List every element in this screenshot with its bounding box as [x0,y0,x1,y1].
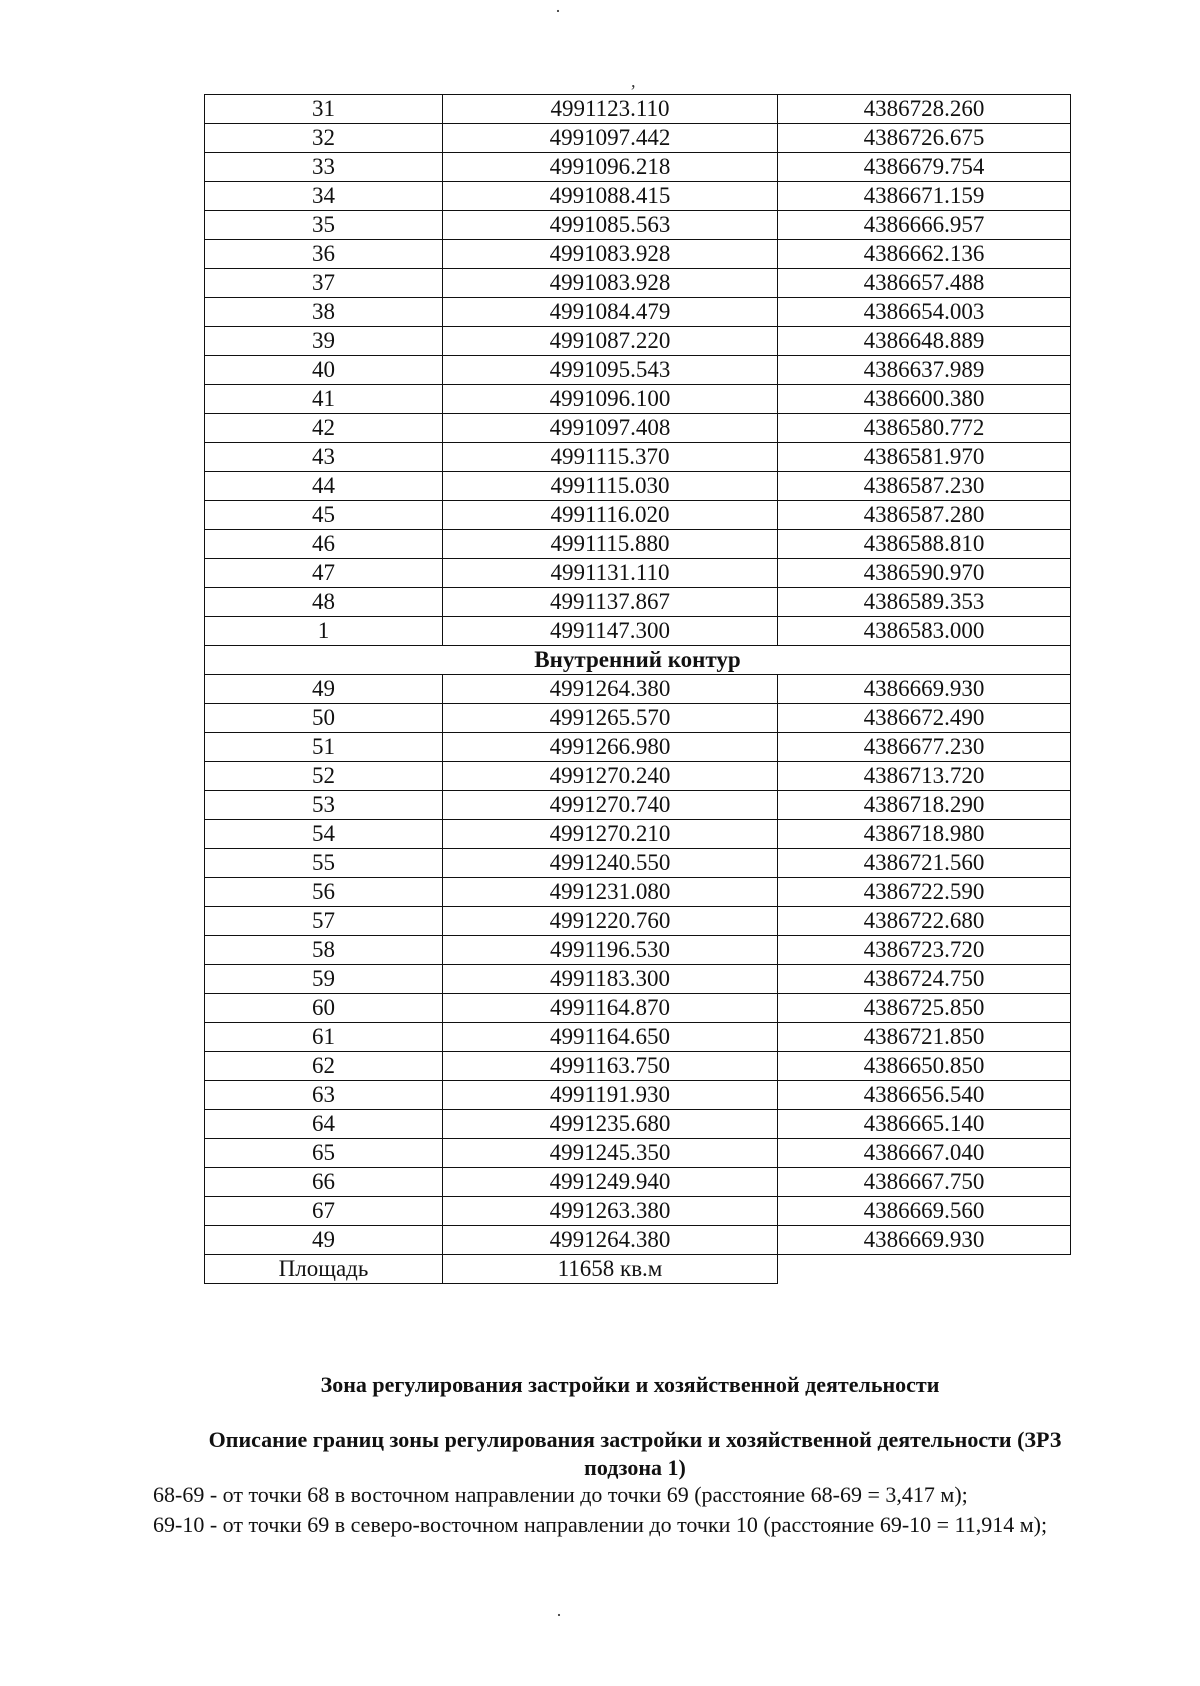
table-row [205,95,1071,124]
inner-contour-title: Внутренний контур [205,646,1071,675]
y-coordinate-cell: 4386587.280 [778,501,1071,530]
point-number-cell: 34 [205,182,443,211]
y-coordinate-cell: 4386725.850 [778,994,1071,1023]
x-coordinate-cell: 4991266.980 [443,733,778,762]
x-coordinate-cell: 4991096.100 [443,385,778,414]
table-row [205,588,1071,617]
y-coordinate-cell: 4386589.353 [778,588,1071,617]
y-coordinate-cell: 4386728.260 [778,95,1071,124]
x-coordinate-cell: 4991265.570 [443,704,778,733]
x-coordinate-cell: 4991164.870 [443,994,778,1023]
x-coordinate-cell: 4991249.940 [443,1168,778,1197]
scan-dot-top: · [555,1,561,21]
x-coordinate-cell: 4991147.300 [443,617,778,646]
point-number-cell: 35 [205,211,443,240]
x-coordinate-cell: 4991270.740 [443,791,778,820]
point-number-cell: 53 [205,791,443,820]
table-row [205,153,1071,182]
x-coordinate-cell: 4991183.300 [443,965,778,994]
x-coordinate-cell: 4991115.030 [443,472,778,501]
x-coordinate-cell: 4991235.680 [443,1110,778,1139]
point-number-cell: 58 [205,936,443,965]
y-coordinate-cell: 4386656.540 [778,1081,1071,1110]
x-coordinate-cell: 4991264.380 [443,1226,778,1255]
description-lines [153,1480,1123,1540]
x-coordinate-cell: 4991240.550 [443,849,778,878]
table-row [205,414,1071,443]
x-coordinate-cell: 4991115.880 [443,530,778,559]
x-coordinate-cell: 4991083.928 [443,240,778,269]
table-row [205,733,1071,762]
table-row [205,1168,1071,1197]
point-number-cell: 47 [205,559,443,588]
y-coordinate-cell: 4386637.989 [778,356,1071,385]
point-number-cell: 59 [205,965,443,994]
description-heading-line2: подзона 1) [584,1455,686,1480]
table-row [205,472,1071,501]
x-coordinate-cell: 4991163.750 [443,1052,778,1081]
y-coordinate-cell: 4386669.930 [778,1226,1071,1255]
y-coordinate-cell: 4386679.754 [778,153,1071,182]
table-row [205,936,1071,965]
y-coordinate-cell: 4386671.159 [778,182,1071,211]
point-number-cell: 36 [205,240,443,269]
y-coordinate-cell: 4386726.675 [778,124,1071,153]
x-coordinate-cell: 4991263.380 [443,1197,778,1226]
point-number-cell: 40 [205,356,443,385]
point-number-cell: 31 [205,95,443,124]
point-number-cell: 60 [205,994,443,1023]
y-coordinate-cell: 4386722.590 [778,878,1071,907]
y-coordinate-cell: 4386581.970 [778,443,1071,472]
point-number-cell: 57 [205,907,443,936]
x-coordinate-cell: 4991220.760 [443,907,778,936]
table-row [205,704,1071,733]
table-row [205,791,1071,820]
y-coordinate-cell: 4386723.720 [778,936,1071,965]
table-row [205,1023,1071,1052]
table-row [205,1226,1071,1255]
y-coordinate-cell: 4386600.380 [778,385,1071,414]
point-number-cell: 56 [205,878,443,907]
zone-heading: Зона регулирования застройки и хозяйственной деятельности [320,1372,940,1397]
y-coordinate-cell: 4386580.772 [778,414,1071,443]
y-coordinate-cell: 4386667.040 [778,1139,1071,1168]
x-coordinate-cell: 4991123.110 [443,95,778,124]
table-row [205,559,1071,588]
table-row [205,1052,1071,1081]
y-coordinate-cell: 4386718.290 [778,791,1071,820]
x-coordinate-cell: 4991264.380 [443,675,778,704]
y-coordinate-cell: 4386590.970 [778,559,1071,588]
x-coordinate-cell: 4991096.218 [443,153,778,182]
area-row [205,1255,1071,1284]
table-row [205,878,1071,907]
inner-contour-rows [205,675,1071,1255]
table-row [205,530,1071,559]
y-coordinate-cell: 4386654.003 [778,298,1071,327]
x-coordinate-cell: 4991164.650 [443,1023,778,1052]
table-row [205,994,1071,1023]
point-number-cell: 37 [205,269,443,298]
scan-tick-mark: , [631,71,636,91]
outer-contour-rows [205,95,1071,646]
point-number-cell: 50 [205,704,443,733]
point-number-cell: 55 [205,849,443,878]
description-heading [155,1426,1115,1482]
point-number-cell: 65 [205,1139,443,1168]
y-coordinate-cell: 4386677.230 [778,733,1071,762]
point-number-cell: 49 [205,675,443,704]
x-coordinate-cell: 4991083.928 [443,269,778,298]
y-coordinate-cell: 4386665.140 [778,1110,1071,1139]
table-row [205,820,1071,849]
point-number-cell: 33 [205,153,443,182]
point-number-cell: 54 [205,820,443,849]
y-coordinate-cell: 4386724.750 [778,965,1071,994]
x-coordinate-cell: 4991095.543 [443,356,778,385]
x-coordinate-cell: 4991115.370 [443,443,778,472]
table-row [205,762,1071,791]
table-row [205,298,1071,327]
y-coordinate-cell: 4386722.680 [778,907,1071,936]
y-coordinate-cell: 4386669.930 [778,675,1071,704]
point-number-cell: 52 [205,762,443,791]
point-number-cell: 49 [205,1226,443,1255]
y-coordinate-cell: 4386650.850 [778,1052,1071,1081]
y-coordinate-cell: 4386587.230 [778,472,1071,501]
point-number-cell: 62 [205,1052,443,1081]
coordinates-table [204,94,1071,1284]
point-number-cell: 39 [205,327,443,356]
table-row [205,849,1071,878]
table-row [205,240,1071,269]
x-coordinate-cell: 4991097.408 [443,414,778,443]
point-number-cell: 42 [205,414,443,443]
x-coordinate-cell: 4991137.867 [443,588,778,617]
point-number-cell: 63 [205,1081,443,1110]
y-coordinate-cell: 4386588.810 [778,530,1071,559]
area-label: Площадь [205,1255,443,1284]
y-coordinate-cell: 4386672.490 [778,704,1071,733]
y-coordinate-cell: 4386666.957 [778,211,1071,240]
x-coordinate-cell: 4991131.110 [443,559,778,588]
x-coordinate-cell: 4991084.479 [443,298,778,327]
y-coordinate-cell: 4386721.560 [778,849,1071,878]
table-row [205,1081,1071,1110]
table-row [205,675,1071,704]
x-coordinate-cell: 4991231.080 [443,878,778,907]
description-heading-line1: Описание границ зоны регулирования застройки и хозяйственной деятельности (ЗРЗ [208,1427,1062,1452]
y-coordinate-cell: 4386657.488 [778,269,1071,298]
scan-dot-bottom: · [556,1605,562,1625]
x-coordinate-cell: 4991196.530 [443,936,778,965]
table-row [205,443,1071,472]
point-number-cell: 44 [205,472,443,501]
y-coordinate-cell: 4386648.889 [778,327,1071,356]
y-coordinate-cell: 4386662.136 [778,240,1071,269]
area-empty-cell [778,1255,1071,1284]
y-coordinate-cell: 4386667.750 [778,1168,1071,1197]
table-row [205,1110,1071,1139]
y-coordinate-cell: 4386713.720 [778,762,1071,791]
table-row [205,617,1071,646]
x-coordinate-cell: 4991097.442 [443,124,778,153]
point-number-cell: 64 [205,1110,443,1139]
x-coordinate-cell: 4991245.350 [443,1139,778,1168]
x-coordinate-cell: 4991191.930 [443,1081,778,1110]
description-line: 69-10 - от точки 69 в северо-восточном направлении до точки 10 (расстояние 69-10 = 11,914 м); [153,1512,1048,1537]
table-row [205,269,1071,298]
point-number-cell: 61 [205,1023,443,1052]
table-row [205,907,1071,936]
description-line: 68-69 - от точки 68 в восточном направлении до точки 69 (расстояние 68-69 = 3,417 м); [153,1482,968,1507]
point-number-cell: 45 [205,501,443,530]
y-coordinate-cell: 4386583.000 [778,617,1071,646]
point-number-cell: 51 [205,733,443,762]
table-row [205,182,1071,211]
point-number-cell: 46 [205,530,443,559]
point-number-cell: 41 [205,385,443,414]
y-coordinate-cell: 4386669.560 [778,1197,1071,1226]
area-value: 11658 кв.м [443,1255,778,1284]
table-row [205,385,1071,414]
x-coordinate-cell: 4991116.020 [443,501,778,530]
x-coordinate-cell: 4991270.210 [443,820,778,849]
point-number-cell: 43 [205,443,443,472]
table-row [205,356,1071,385]
y-coordinate-cell: 4386721.850 [778,1023,1071,1052]
x-coordinate-cell: 4991087.220 [443,327,778,356]
table-row [205,327,1071,356]
point-number-cell: 32 [205,124,443,153]
point-number-cell: 67 [205,1197,443,1226]
table-row [205,501,1071,530]
x-coordinate-cell: 4991088.415 [443,182,778,211]
point-number-cell: 1 [205,617,443,646]
point-number-cell: 38 [205,298,443,327]
table-row [205,1139,1071,1168]
x-coordinate-cell: 4991085.563 [443,211,778,240]
x-coordinate-cell: 4991270.240 [443,762,778,791]
inner-contour-header-row [205,646,1071,675]
y-coordinate-cell: 4386718.980 [778,820,1071,849]
table-row [205,124,1071,153]
table-row [205,1197,1071,1226]
table-row [205,211,1071,240]
point-number-cell: 48 [205,588,443,617]
table-row [205,965,1071,994]
point-number-cell: 66 [205,1168,443,1197]
